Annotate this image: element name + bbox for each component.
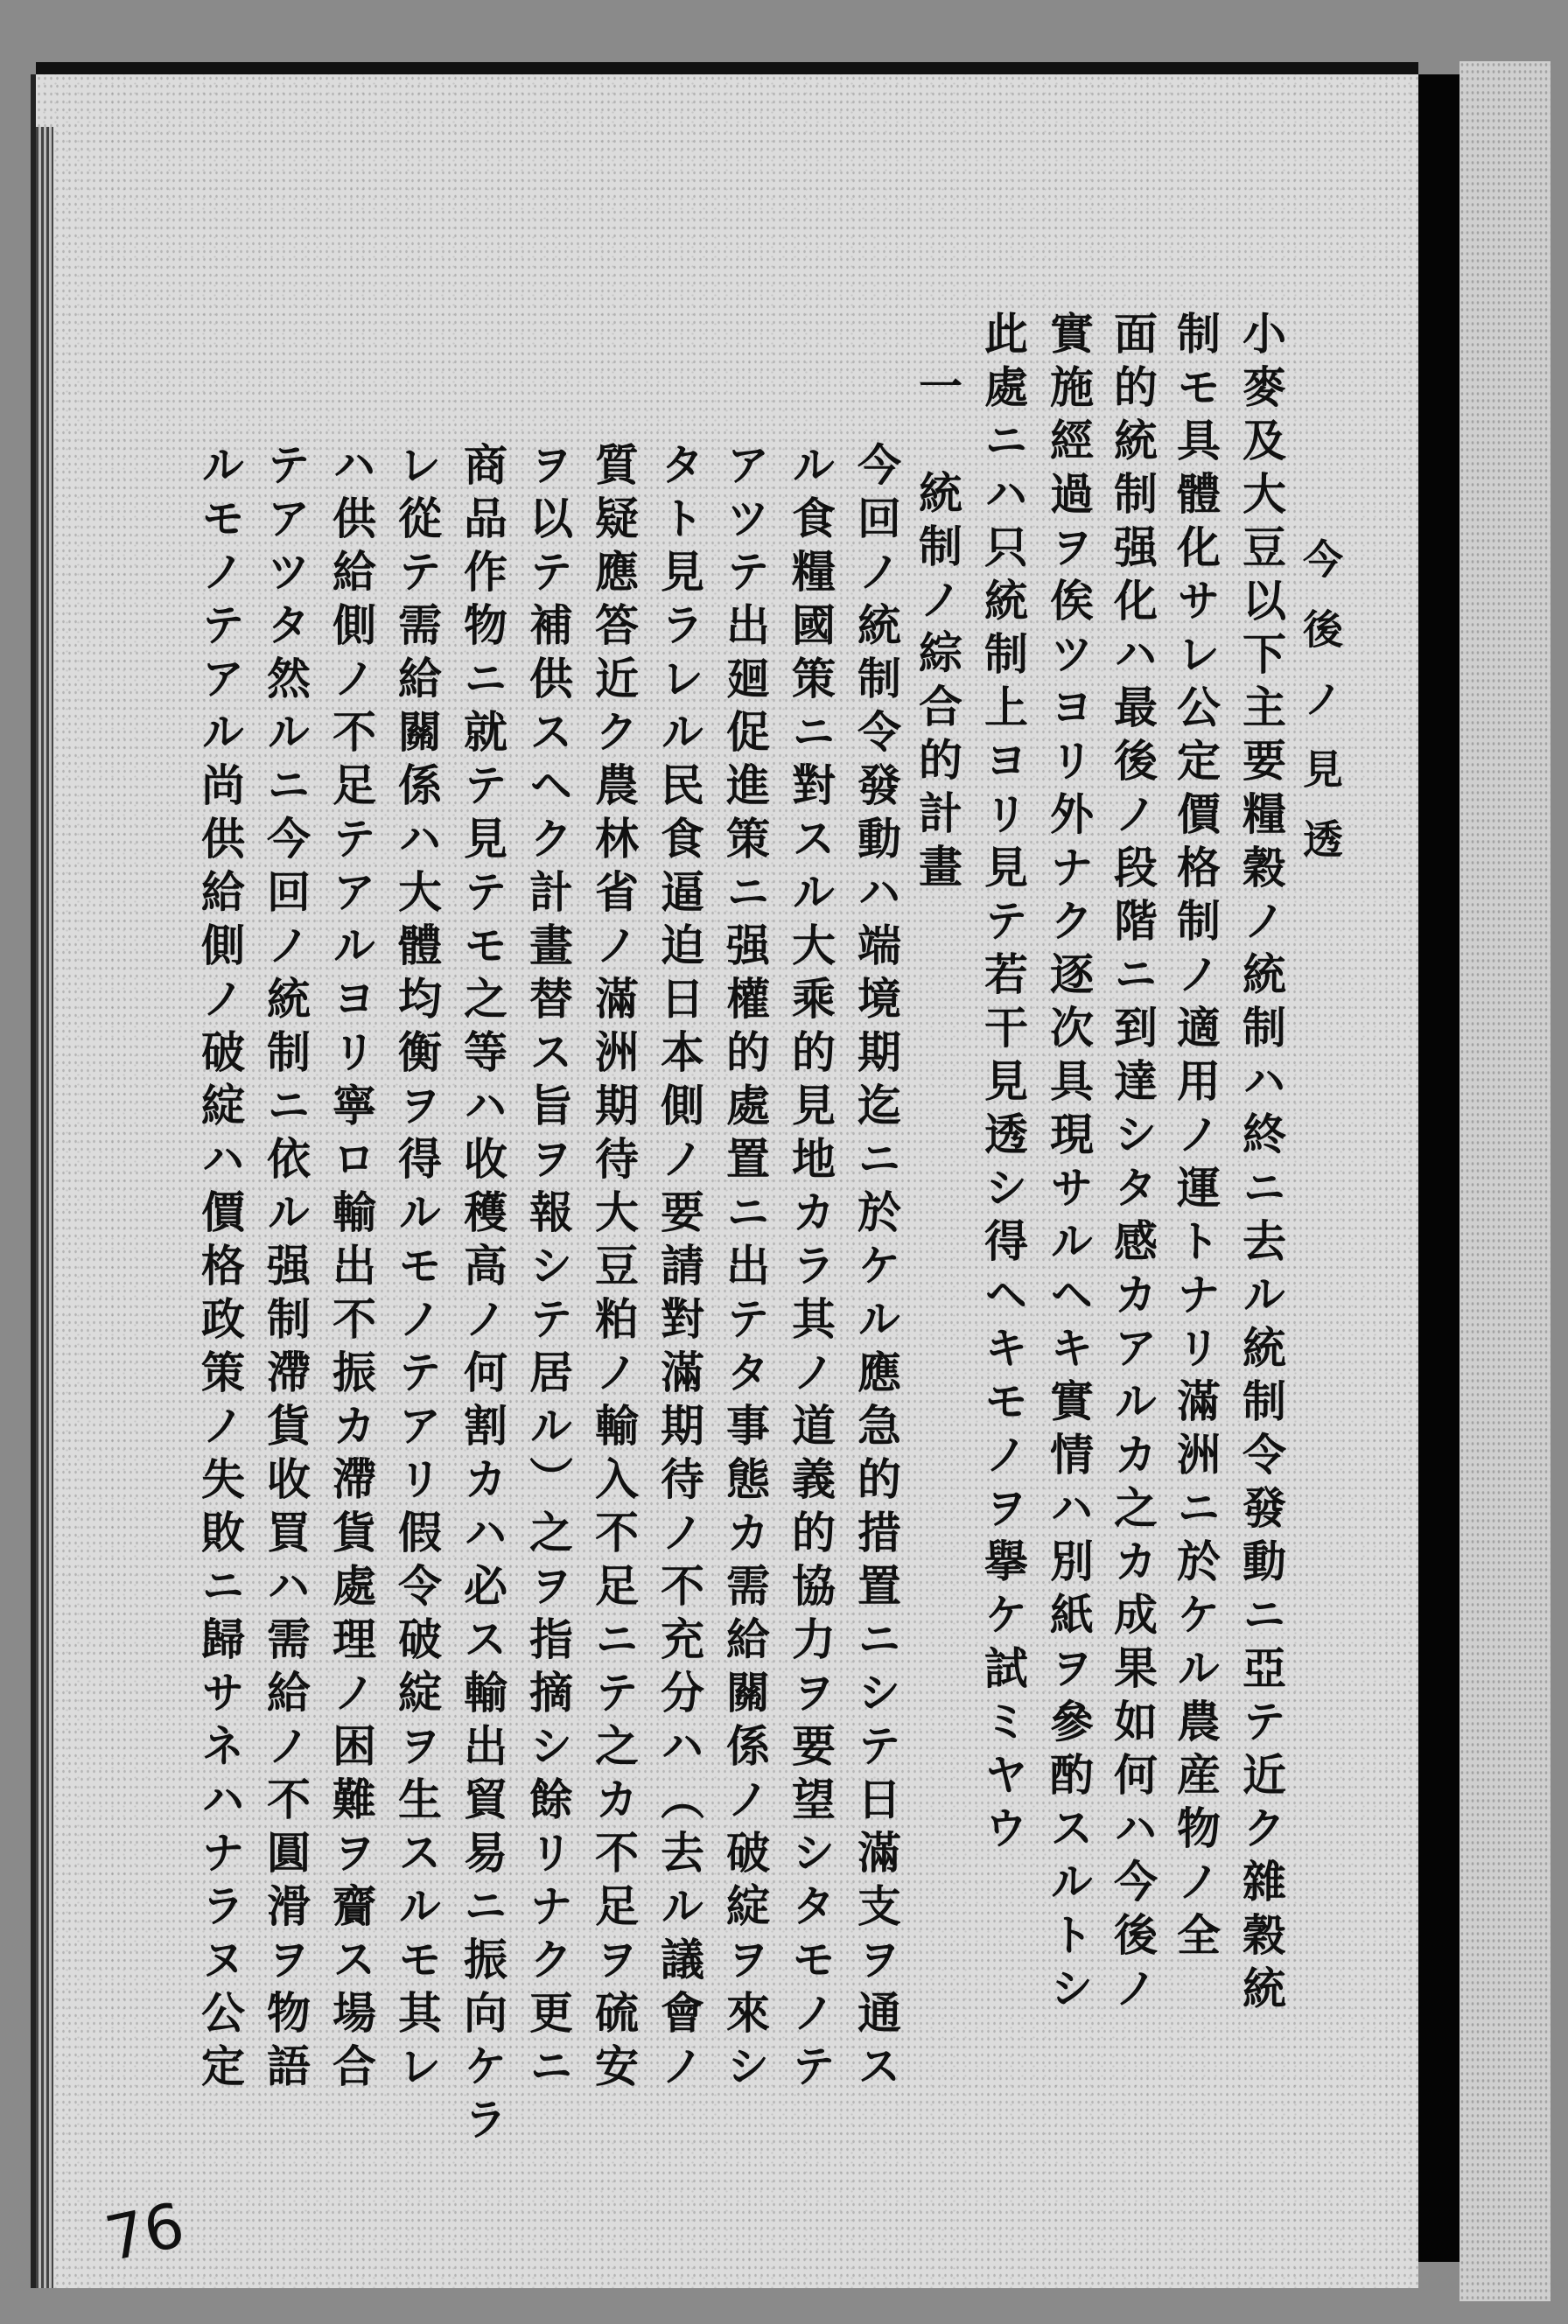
paragraph-line: 制モ具體化サレ公定價格制ノ適用ノ運トナリ滿洲ニ於ケル農産物ノ全 [1170,311,1222,1965]
paragraph-line: 實施經過ヲ俟ツヨリ外ナク逐次具現サルヘキ實情ハ別紙ヲ參酌スルトシ [1043,311,1095,2019]
page-stack-edge [36,127,53,2288]
paragraph-line: 此處ニハ只統制上ヨリ見テ若干見透シ得ヘキモノヲ擧ケ試ミヤウ [977,311,1029,1858]
paragraph-line: アツテ出廻促進策ニ强權的處置ニ出テタ事態カ需給關係ノ破綻ヲ來シ [719,442,771,2096]
page-number: 76 [99,2188,191,2276]
paragraph-line: 面的統制强化ハ最後ノ段階ニ到達シタ感カアルカ之カ成果如何ハ今後ノ [1107,311,1158,2019]
paragraph-line: 小麥及大豆以下主要糧穀ノ統制ハ終ニ去ル統制令發動ニ亞テ近ク雜穀統 [1236,311,1287,2019]
paragraph-line: タト見ラレル民食逼迫日本側ノ要請對滿期待ノ不充分ハ（去ル議會ノ [654,442,705,2096]
paragraph-line: 今回ノ統制令發動ハ端境期迄ニ於ケル應急的措置ニシテ日滿支ヲ通ス [850,442,902,2096]
page-top-edge [36,62,1418,74]
next-page-edge [1460,61,1550,2301]
paragraph-line: ハ供給側ノ不足テアルヨリ寧ロ輸出不振カ滯貨處理ノ困難ヲ齎ス場合 [326,442,377,2096]
paragraph-line: ヲ以テ補供スヘク計畫替ス旨ヲ報シテ居ル）之ヲ指摘シ餘リナク更ニ [522,442,574,2096]
paragraph-line: テアツタ然ルニ今回ノ統制ニ依ル强制滯貨收買ハ需給ノ不圓滑ヲ物語 [260,442,312,2096]
section-heading: 一 統制ノ綜合的計畫 [912,363,963,897]
page-title: 今後ノ見透 [1297,538,1344,888]
book-page [31,74,1418,2288]
paragraph-line: 商品作物ニ就テ見テモ之等ハ收穫高ノ何割カハ必ス輸出貿易ニ振向ケラ [457,442,508,2150]
paragraph-line: 質疑應答近ク農林省ノ滿洲期待大豆粕ノ輸入不足ニテ之カ不足ヲ硫安 [588,442,640,2096]
paragraph-line: レ從テ需給關係ハ大體均衡ヲ得ルモノテアリ假令破綻ヲ生スルモ其レ [391,442,443,2096]
paragraph-line: ルモノテアル尚供給側ノ破綻ハ價格政策ノ失敗ニ歸サネハナラヌ公定 [194,442,246,2096]
paragraph-line: ル食糧國策ニ對スル大乘的見地カラ其ノ道義的協力ヲ要望シタモノテ [785,442,836,2096]
